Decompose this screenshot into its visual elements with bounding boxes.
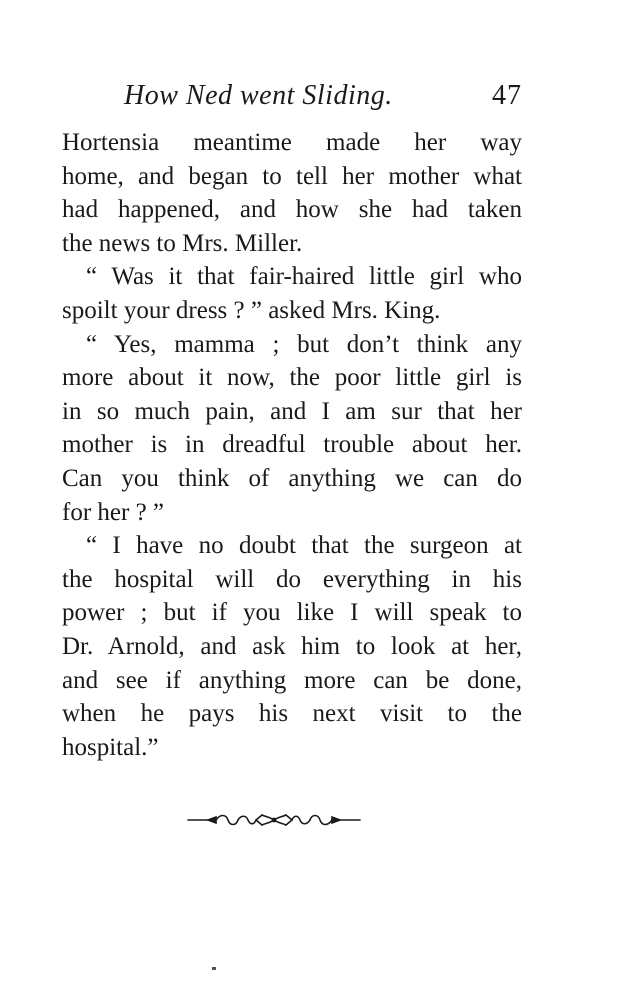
text-line: “ Was it that fair-haired little girl who xyxy=(86,263,522,291)
text-line: Can you think of anything we can do xyxy=(62,464,522,492)
text-line: hospital.” xyxy=(62,733,159,761)
text-line: power ; but if you like I will speak to xyxy=(62,599,522,627)
text-line: had happened, and how she had taken xyxy=(62,196,522,224)
body-text xyxy=(62,126,522,764)
text-line: more about it now, the poor little girl is xyxy=(62,364,522,392)
text-line: in so much pain, and I am sur that her xyxy=(62,397,522,425)
text-line: Hortensia meantime made her way xyxy=(62,129,522,156)
text-line: home, and began to tell her mother what xyxy=(62,162,522,190)
text-line: the news to Mrs. Miller. xyxy=(62,229,303,257)
text-line: “ I have no doubt that the surgeon at xyxy=(86,532,522,560)
text-line: when he pays his next visit to the xyxy=(62,700,522,728)
running-title: How Ned went Sliding. xyxy=(124,80,393,111)
text-line: and see if anything more can be done, xyxy=(62,666,522,694)
page-number: 47 xyxy=(492,80,522,111)
text-line: Dr. Arnold, and ask him to look at her, xyxy=(62,632,522,660)
text-line: for her ? ” xyxy=(62,498,165,526)
text-line: the hospital will do everything in his xyxy=(62,565,522,593)
text-line: spoilt your dress ? ” asked Mrs. King. xyxy=(62,296,441,324)
scroll-ornament-icon xyxy=(186,812,362,828)
print-speck xyxy=(212,967,216,970)
page-header xyxy=(124,76,522,116)
text-line: mother is in dreadful trouble about her. xyxy=(62,431,522,459)
text-line: “ Yes, mamma ; but don’t think any xyxy=(86,330,522,358)
